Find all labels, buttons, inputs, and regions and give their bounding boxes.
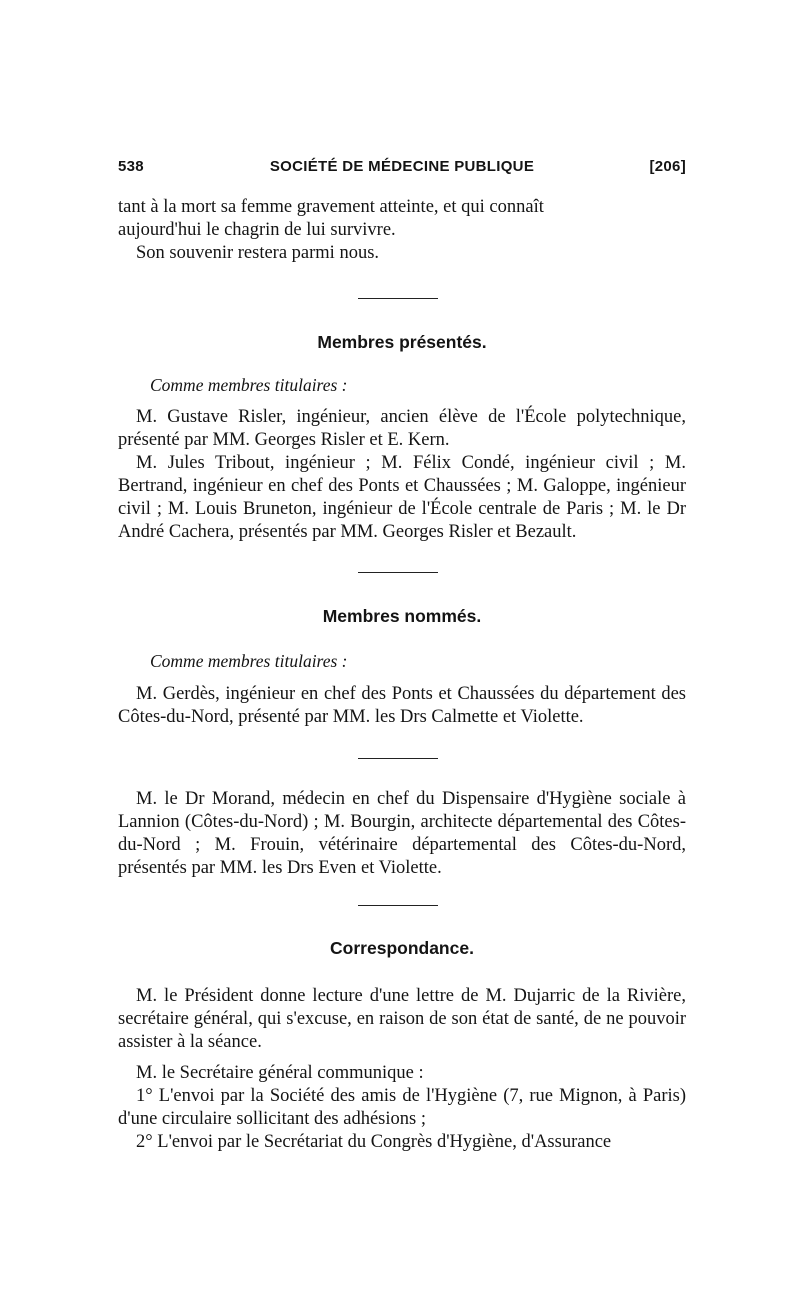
heading-correspondance: Correspondance. xyxy=(330,938,474,958)
named-section-1 xyxy=(118,683,686,729)
correspondence-item-2: 2° L'envoi par le Secrétariat du Congrès d'Hygiène, d'Assurance xyxy=(136,1132,612,1152)
intro-line-2: aujourd'hui le chagrin de lui survivre. xyxy=(118,220,396,240)
subheading-titulaires: Comme membres titulaires : xyxy=(150,375,348,395)
section-divider xyxy=(358,905,438,906)
presented-section xyxy=(118,406,686,544)
presented-paragraph-2: M. Jules Tribout, ingénieur ; M. Félix Condé, ingénieur civil ; M. Bertrand, ingénieur en chef des Ponts et Chaussées ; M. Galoppe, ingénieur civil ; M. Louis Bruneton, ingénieur de l'École centrale de Paris ; M. le Dr André Cachera, présentés par MM. Georges Risler et Bezault. xyxy=(118,453,686,542)
heading-membres-nommes: Membres nommés. xyxy=(322,606,482,626)
running-title: SOCIÉTÉ DE MÉDECINE PUBLIQUE xyxy=(269,158,535,175)
section-divider xyxy=(358,758,438,759)
subheading-titulaires: Comme membres titulaires : xyxy=(150,651,348,671)
page-number: 538 xyxy=(118,158,144,175)
section-divider xyxy=(358,572,438,573)
section-divider xyxy=(358,298,438,299)
intro-line-3: Son souvenir restera parmi nous. xyxy=(136,243,380,263)
intro-paragraph xyxy=(118,196,686,265)
named-section-2 xyxy=(118,788,686,880)
correspondence-section xyxy=(118,985,686,1154)
page-header xyxy=(118,158,686,182)
heading-membres-presentes: Membres présentés. xyxy=(317,332,487,352)
presented-paragraph-1: M. Gustave Risler, ingénieur, ancien élève de l'École polytechnique, présenté par MM. Georges Risler et E. Kern. xyxy=(118,407,686,450)
correspondence-item-1: 1° L'envoi par la Société des amis de l'Hygiène (7, rue Mignon, à Paris) d'une circulaire sollicitant des adhésions ; xyxy=(118,1086,686,1129)
named-paragraph-2: M. le Dr Morand, médecin en chef du Dispensaire d'Hygiène sociale à Lannion (Côtes-du-Nord) ; M. Bourgin, architecte départemental des Côtes-du-Nord ; M. Frouin, vétérinaire départemental des Côtes-du-Nord, présentés par MM. les Drs Even et Violette. xyxy=(118,789,686,878)
correspondence-paragraph-2: M. le Secrétaire général communique : xyxy=(136,1063,424,1083)
named-paragraph-1: M. Gerdès, ingénieur en chef des Ponts et Chaussées du département des Côtes-du-Nord, présenté par MM. les Drs Calmette et Violette. xyxy=(118,684,686,727)
page-reference: [206] xyxy=(649,158,686,175)
intro-line-1: tant à la mort sa femme gravement atteinte, et qui connaît xyxy=(118,197,544,217)
correspondence-paragraph-1: M. le Président donne lecture d'une lettre de M. Dujarric de la Rivière, secrétaire général, qui s'excuse, en raison de son état de santé, de ne pouvoir assister à la séance. xyxy=(118,986,686,1052)
